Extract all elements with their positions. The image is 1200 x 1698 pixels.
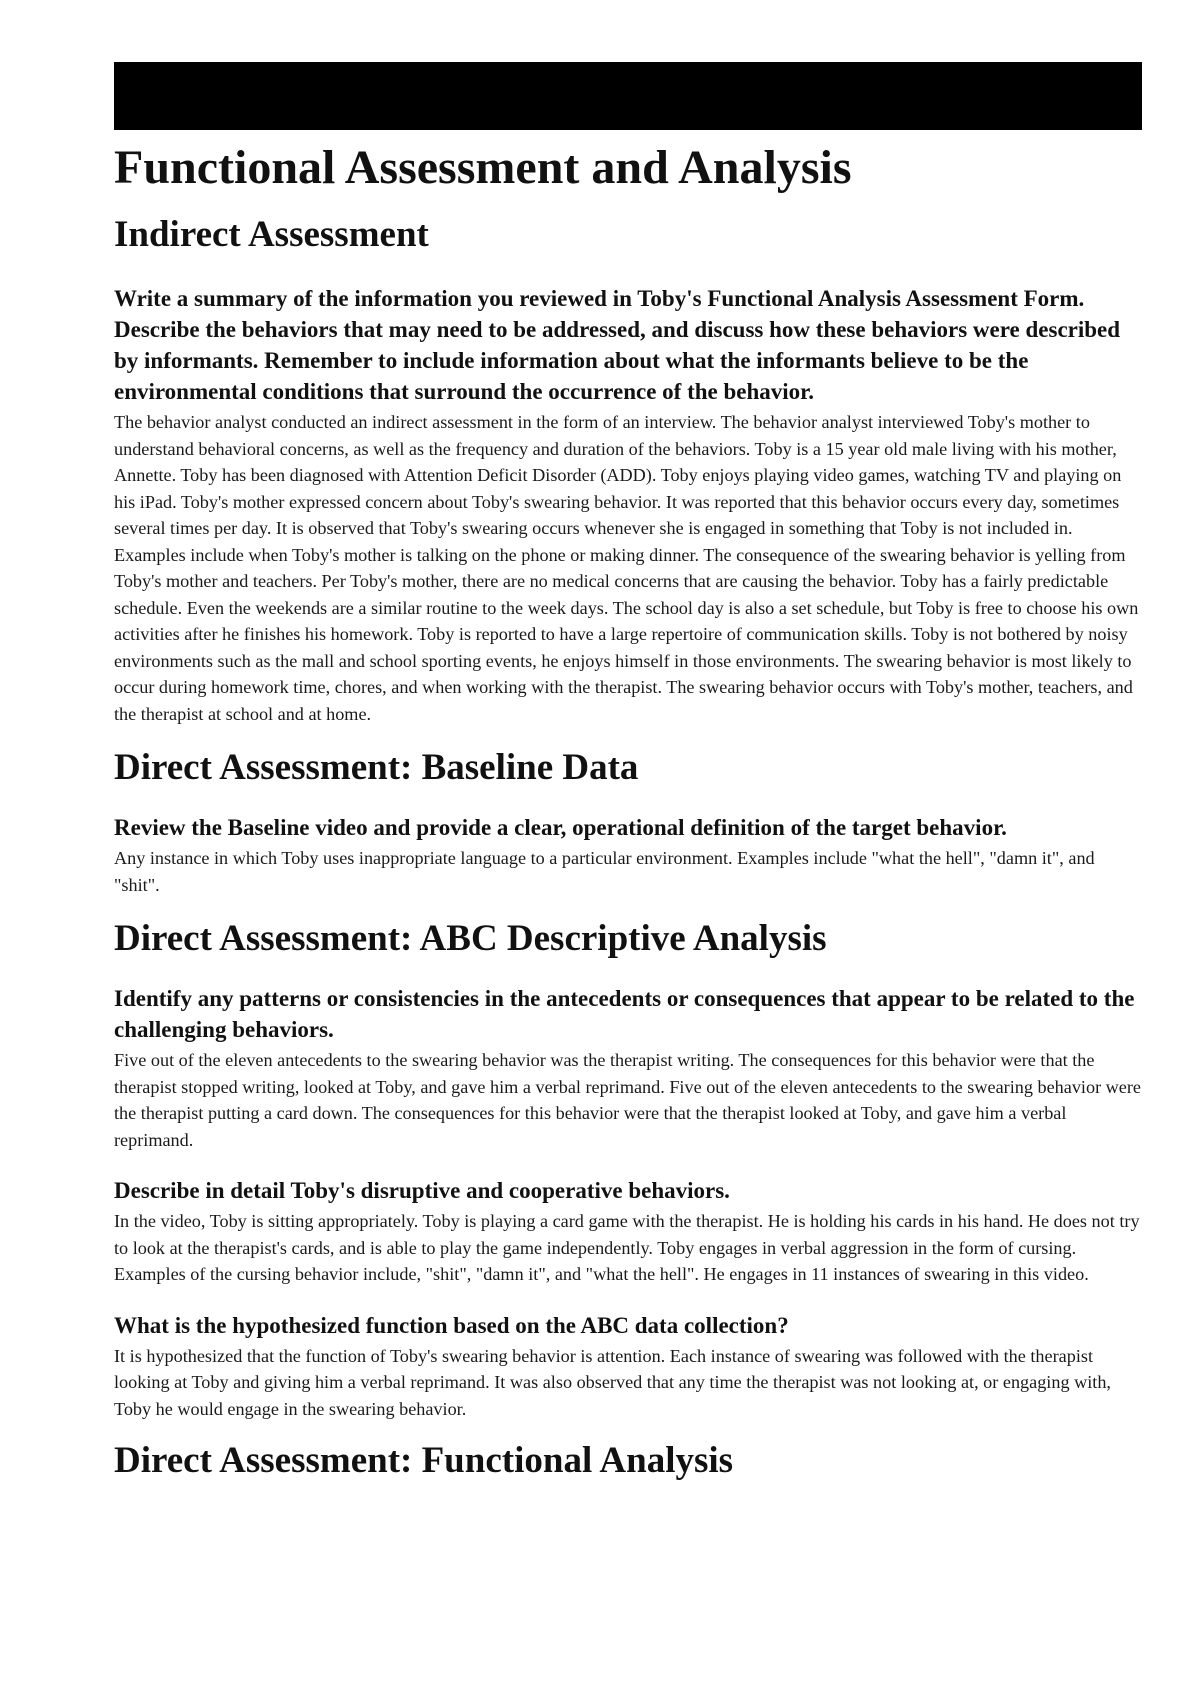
answer-text: In the video, Toby is sitting appropriately. Toby is playing a card game with the therapist. He is holding his cards in his hand. He does not try to look at the therapist's cards, and is able to play the game independently. Toby engages in verbal aggression in the form of cursing. Examples of the cursing behavior include, "shit", "damn it", and "what the hell". He engages in 11 instances of swearing in this video. [114, 1211, 1140, 1284]
document-title: Functional Assessment and Analysis [114, 141, 852, 194]
answer-text: Any instance in which Toby uses inappropriate language to a particular environment. Examples include "what the hell", "damn it", and "shit". [114, 848, 1095, 895]
question-text: What is the hypothesized function based on the ABC data collection? [114, 1312, 789, 1338]
answer-text: Five out of the eleven antecedents to the swearing behavior was the therapist writing. The consequences for this behavior were that the therapist stopped writing, looked at Toby, and gave him a verbal reprimand. Five out of the eleven antecedents to the swearing behavior were the therapist putting a card down. The consequences for this behavior were that the therapist looked at Toby, and gave him a verbal reprimand. [114, 1050, 1142, 1150]
question-text: Review the Baseline video and provide a clear, operational definition of the target behavior. [114, 815, 1007, 840]
section-indirect-assessment [114, 212, 1142, 727]
section-functional-analysis [114, 1438, 1142, 1484]
question-text: Describe in detail Toby's disruptive and cooperative behaviors. [114, 1178, 730, 1203]
question-text: Identify any patterns or consistencies in the antecedents or consequences that appear to be related to the challenging behaviors. [114, 986, 1135, 1042]
answer-text: The behavior analyst conducted an indirect assessment in the form of an interview. The behavior analyst interviewed Toby's mother to understand behavioral concerns, as well as the frequency and duration of the behaviors. Toby is a 15 year old male living with his mother, Annette. Toby has been diagnosed with Attention Deficit Disorder (ADD). Toby enjoys playing video games, watching TV and playing on his iPad. Toby's mother expressed concern about Toby's swearing behavior. It was reported that this behavior occurs every day, sometimes several times per day. It is observed that Toby's swearing occurs whenever she is engaged in something that Toby is not included in. Examples include when Toby's mother is talking on the phone or making dinner. The consequence of the swearing behavior is yelling from Toby's mother and teachers. Per Toby's mother, there are no medical concerns that are causing the behavior. Toby has a fairly predictable schedule. Even the weekends are a similar routine to the week days. The school day is also a set schedule, but Toby is free to choose his own activities after he finishes his homework. Toby is reported to have a large repertoire of communication skills. Toby is not bothered by noisy environments such as the mall and school sporting events, he enjoys himself in those environments. The swearing behavior is most likely to occur during homework time, chores, and when working with the therapist. The swearing behavior occurs with Toby's mother, teachers, and the therapist at school and at home. [114, 412, 1139, 724]
section-heading: Indirect Assessment [114, 214, 429, 255]
answer-text: It is hypothesized that the function of Toby's swearing behavior is attention. Each instance of swearing was followed with the therapist looking at Toby and giving him a verbal reprimand. It was also observed that any time the therapist was not looking at, or engaging with, Toby he would engage in the swearing behavior. [114, 1345, 1111, 1419]
section-heading: Direct Assessment: Baseline Data [114, 747, 639, 788]
section-abc-descriptive-analysis [114, 916, 1142, 1422]
question-text: Write a summary of the information you reviewed in Toby's Functional Analysis Assessment Form. Describe the behaviors that may need to be addressed, and discuss how these behaviors were described by informants. Remember to include information about what the informants believe to be the environmental conditions that surround the occurrence of the behavior. [114, 286, 1121, 404]
section-baseline-data [114, 745, 1142, 898]
section-heading: Direct Assessment: Functional Analysis [114, 1440, 734, 1481]
header-bar [114, 62, 1142, 130]
document-page [114, 62, 1142, 1484]
section-heading: Direct Assessment: ABC Descriptive Analysis [114, 918, 827, 959]
